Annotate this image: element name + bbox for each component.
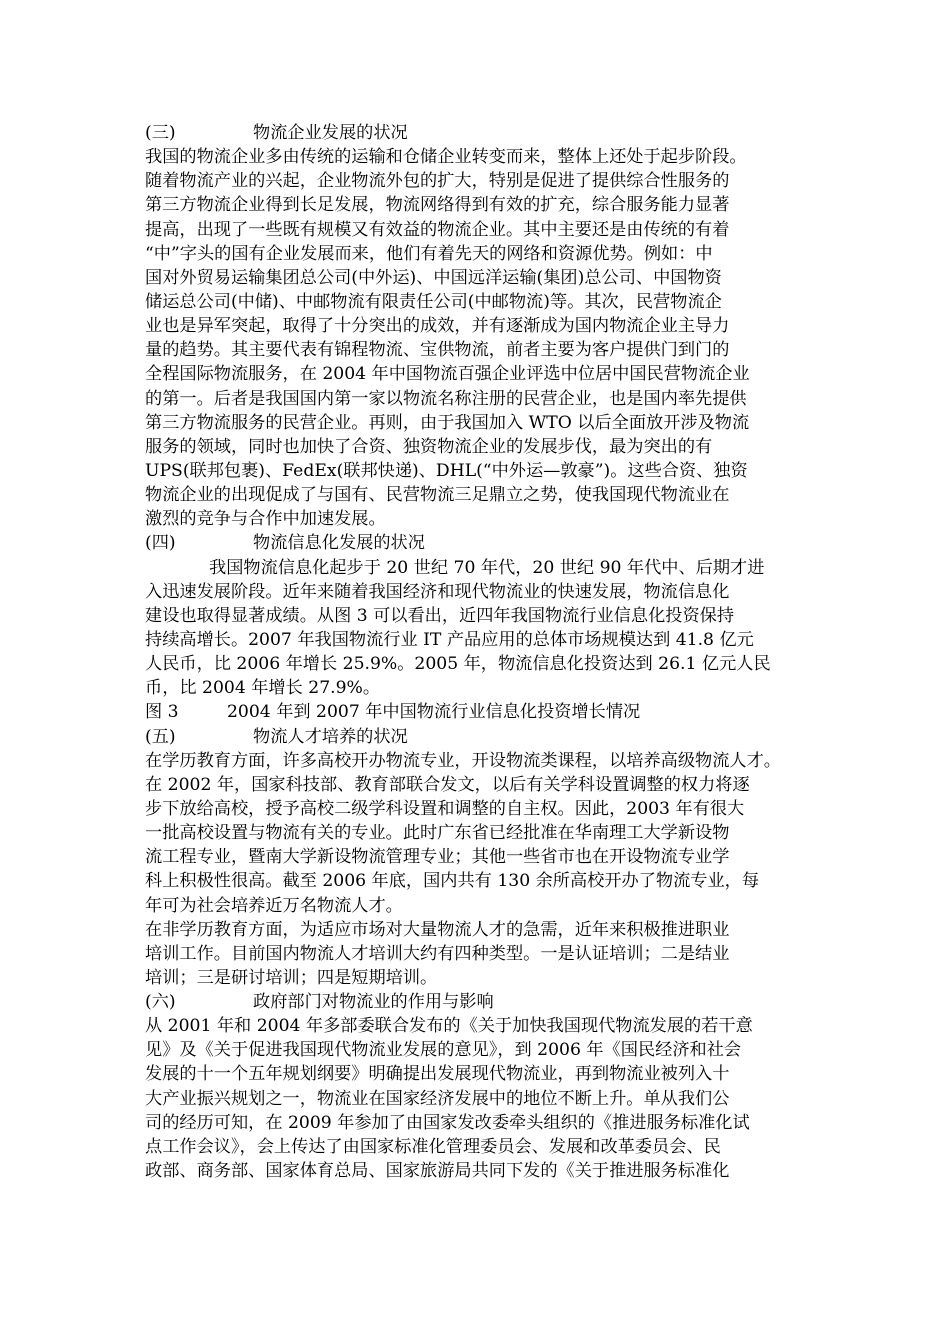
paragraph-line: 全程国际物流服务，在 2004 年中国物流百强企业评选中位居中国民营物流企业 — [145, 364, 750, 385]
paragraph-line: 量的趋势。其主要代表有锦程物流、宝供物流，前者主要为客户提供门到门的 — [145, 340, 730, 361]
section-heading-4 — [145, 531, 820, 555]
paragraph-line: 在学历教育方面，许多高校开办物流专业，开设物流类课程，以培养高级物流人才。 — [145, 750, 781, 771]
paragraph-line: 年可为社会培养近万名物流人才。 — [145, 895, 403, 916]
paragraph-line: 第三方物流服务的民营企业。再则，由于我国加入 WTO 以后全面放开涉及物流 — [145, 412, 750, 433]
figure-number: 图 3 — [145, 702, 179, 723]
paragraph-line: 见》及《关于促进我国现代物流业发展的意见》，到 2006 年《国民经济和社会 — [145, 1040, 742, 1061]
paragraph-line: 的第一。后者是我国国内第一家以物流名称注册的民营企业，也是国内率先提供 — [145, 388, 747, 409]
figure-caption — [145, 700, 820, 724]
section-title: 物流信息化发展的状况 — [253, 533, 425, 554]
paragraph-line: 步下放给高校，授予高校二级学科设置和调整的自主权。因此，2003 年有很大 — [145, 798, 745, 819]
section-title: 政府部门对物流业的作用与影响 — [253, 992, 494, 1013]
section-3-body — [145, 145, 820, 531]
paragraph-line: 国对外贸易运输集团总公司(中外运)、中国远洋运输(集团)总公司、中国物资 — [145, 267, 722, 288]
paragraph-line: 物流企业的出现促成了与国有、民营物流三足鼎立之势，使我国现代物流业在 — [145, 485, 730, 506]
section-number: (六) — [145, 992, 176, 1013]
paragraph-line: “中”字头的国有企业发展而来，他们有着先天的网络和资源优势。例如：中 — [145, 243, 713, 264]
paragraph-line: 业也是异军突起，取得了十分突出的成效，并有逐渐成为国内物流企业主导力 — [145, 316, 730, 337]
section-number: (三) — [145, 123, 176, 143]
paragraph-line: 司的经历可知，在 2009 年参加了由国家发改委牵头组织的《推进服务标准化试 — [145, 1112, 750, 1133]
paragraph-line: 一批高校设置与物流有关的专业。此时广东省已经批准在华南理工大学新设物 — [145, 823, 730, 844]
paragraph-line: 持续高增长。2007 年我国物流行业 IT 产品应用的总体市场规模达到 41.8 亿元 — [145, 629, 754, 650]
section-title: 物流人才培养的状况 — [253, 726, 408, 747]
paragraph-line: 大产业振兴规划之一，物流业在国家经济发展中的地位不断上升。单从我们公 — [145, 1088, 730, 1109]
paragraph-line: 人民币，比 2006 年增长 25.9%。2005 年，物流信息化投资达到 26.1 亿元人民 — [145, 654, 771, 675]
paragraph-line: 科上积极性很高。截至 2006 年底，国内共有 130 余所高校开办了物流专业，每 — [145, 871, 760, 892]
section-number: (四) — [145, 533, 176, 554]
paragraph-line: 流工程专业，暨南大学新设物流管理专业；其他一些省市也在开设物流专业学 — [145, 847, 730, 868]
paragraph-line: 建设也取得显著成绩。从图 3 可以看出，近四年我国物流行业信息化投资保持 — [145, 605, 735, 626]
paragraph-line: 入迅速发展阶段。近年来随着我国经济和现代物流业的快速发展，物流信息化 — [145, 581, 730, 602]
section-number: (五) — [145, 726, 176, 747]
paragraph-line: 随着物流产业的兴起，企业物流外包的扩大，特别是促进了提供综合性服务的 — [145, 171, 730, 192]
section-5-body — [145, 749, 820, 990]
paragraph-line: 发展的十一个五年规划纲要》明确提出发展现代物流业，再到物流业被列入十 — [145, 1064, 730, 1085]
paragraph-line: 我国的物流企业多由传统的运输和仓储企业转变而来，整体上还处于起步阶段。 — [145, 147, 747, 168]
paragraph-line: 提高，出现了一些既有规模又有效益的物流企业。其中主要还是由传统的有着 — [145, 219, 730, 240]
section-heading-6 — [145, 990, 820, 1014]
paragraph-line: 我国物流信息化起步于 20 世纪 70 年代，20 世纪 90 年代中、后期才进 — [209, 557, 765, 578]
paragraph-line: UPS(联邦包裹)、FedEx(联邦快递)、DHL(“中外运—敦豪”)。这些合资、独资 — [145, 460, 748, 481]
paragraph-line: 从 2001 年和 2004 年多部委联合发布的《关于加快我国现代物流发展的若干意 — [145, 1016, 753, 1037]
paragraph-line: 点工作会议》，会上传达了由国家标准化管理委员会、发展和改革委员会、民 — [145, 1136, 721, 1157]
paragraph-line: 储运总公司(中储)、中邮物流有限责任公司(中邮物流)等。其次，民营物流企 — [145, 291, 722, 312]
paragraph-line: 币，比 2004 年增长 27.9%。 — [145, 678, 381, 699]
paragraph-line: 服务的领域，同时也加快了合资、独资物流企业的发展步伐，最为突出的有 — [145, 436, 713, 457]
figure-title: 2004 年到 2007 年中国物流行业信息化投资增长情况 — [227, 702, 641, 723]
paragraph-line: 政部、商务部、国家体育总局、国家旅游局共同下发的《关于推进服务标准化 — [145, 1161, 730, 1182]
section-heading-5 — [145, 725, 820, 749]
paragraph-line: 激烈的竞争与合作中加速发展。 — [145, 509, 386, 530]
document-page — [145, 121, 820, 1183]
paragraph-line: 培训工作。目前国内物流人才培训大约有四种类型。一是认证培训；二是结业 — [145, 943, 730, 964]
paragraph-line: 在非学历教育方面，为适应市场对大量物流人才的急需，近年来积极推进职业 — [145, 919, 730, 940]
paragraph-line: 培训；三是研讨培训；四是短期培训。 — [145, 967, 438, 988]
paragraph-line: 第三方物流企业得到长足发展，物流网络得到有效的扩充，综合服务能力显著 — [145, 195, 730, 216]
section-heading-3 — [145, 121, 820, 145]
section-title: 物流企业发展的状况 — [253, 123, 408, 143]
section-4-body — [145, 556, 820, 701]
paragraph-line: 在 2002 年，国家科技部、教育部联合发文，以后有关学科设置调整的权力将逐 — [145, 774, 750, 795]
section-6-body — [145, 1014, 820, 1183]
